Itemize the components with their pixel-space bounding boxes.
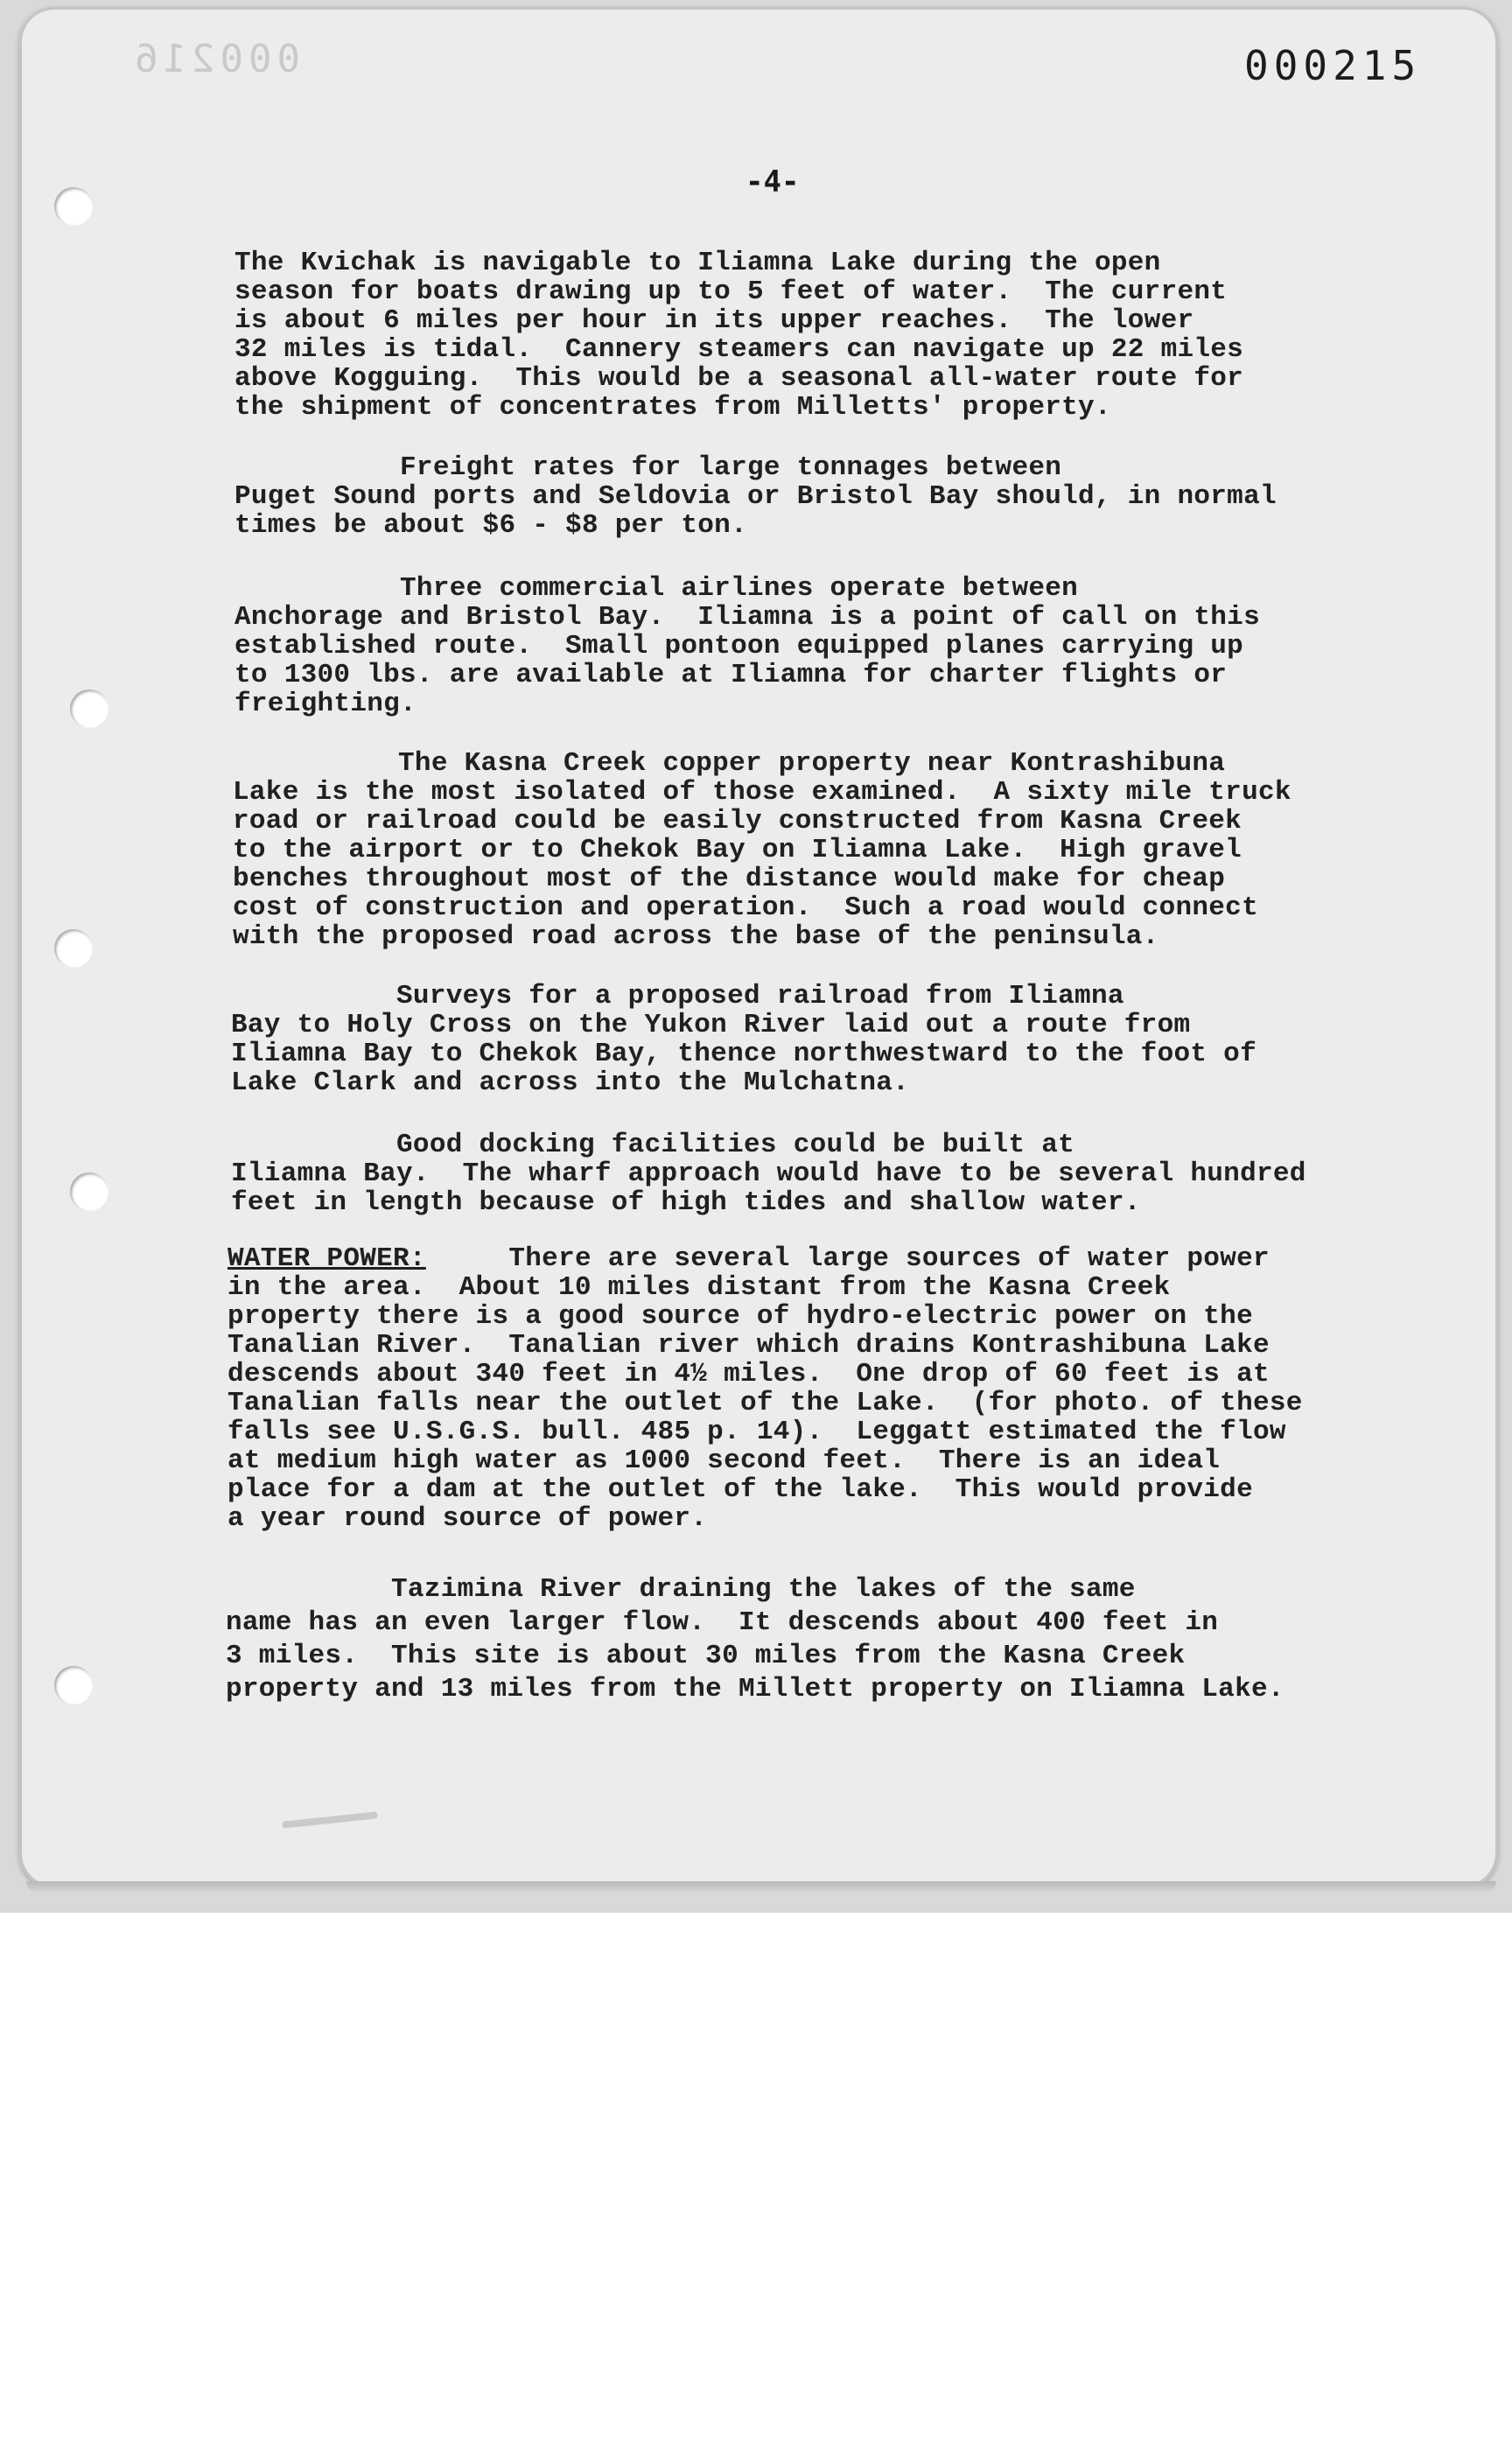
paragraph-docking: Good docking facilities could be built at Iliamna Bay. The wharf approach would have to be several hundred feet in length because of high tides and shallow water. — [231, 1130, 1306, 1218]
punch-hole — [70, 1172, 108, 1211]
section-water-power — [228, 1244, 1303, 1533]
document-page — [19, 7, 1498, 1888]
paragraph-tazimina: Tazimina River draining the lakes of the same name has an even larger flow. It descends about 400 feet in 3 miles. This site is about 30 miles from the Kasna Creek property and 13 miles from the Millett property on Iliamna Lake. — [226, 1574, 1284, 1704]
paragraph-airlines: Three commercial airlines operate between Anchorage and Bristol Bay. Iliamna is a point of call on this established route. Small pontoon equipped planes carrying up to 1300 lbs. are available at Iliamna for charter flights or freighting. — [234, 573, 1260, 719]
paragraph-freight-rates: Freight rates for large tonnages between Puget Sound ports and Seldovia or Bristol Bay should, in normal times be about $6 - $8 per ton. — [234, 452, 1277, 541]
punch-hole — [54, 1666, 93, 1704]
page-edge-shadow — [26, 1881, 1496, 1894]
water-power-heading: WATER POWER: — [228, 1243, 426, 1274]
paragraph-kasna-creek: The Kasna Creek copper property near Kontrashibuna Lake is the most isolated of those examined. A sixty mile truck road or railroad could be easily constructed from Kasna Creek to the airport or to Chekok Bay on Iliamna Lake. High gravel benches throughout most of the distance would make for cheap cost of construction and operation. Such a road would connect with the proposed road across the base of the peninsula. — [233, 748, 1292, 952]
punch-hole — [54, 187, 93, 226]
punch-hole — [70, 690, 108, 728]
paragraph-kvichak: The Kvichak is navigable to Iliamna Lake during the open season for boats drawing up to 5 feet of water. The current is about 6 miles per hour in its upper reaches. The lower 32 miles is tidal. Cannery steamers can navigate up 22 miles above Kogguing. This would be a seasonal all-water route for the shipment of concentrates from Milletts' property. — [234, 248, 1244, 423]
punch-hole — [54, 929, 93, 968]
document-stamp-number: 000215 — [1244, 42, 1422, 89]
paragraph-railroad-surveys: Surveys for a proposed railroad from Iliamna Bay to Holy Cross on the Yukon River laid out a route from Iliamna Bay to Chekok Bay, thence northwestward to the foot of Lake Clark and across into the Mulchatna. — [231, 981, 1256, 1098]
scan-smudge — [282, 1811, 378, 1828]
water-power-text: There are several large sources of water power in the area. About 10 miles distant from the Kasna Creek property there is a good source of hydro-electric power on the Tanalian River. Tanalian river which drains Kontrashibuna Lake descends about 340 feet in 4½ miles. One drop of 60 feet is at Tanalian falls near the outlet of the Lake. (for photo. of these falls see U.S.G.S. bull. 485 p. 14). Leggatt estimated the flow at medium high water as 1000 second feet. There is an ideal place for a dam at the outlet of the lake. This would provide a year round source of power. — [228, 1243, 1303, 1534]
page-number: -4- — [746, 164, 800, 200]
bleed-through-number: 000216 — [130, 37, 300, 81]
